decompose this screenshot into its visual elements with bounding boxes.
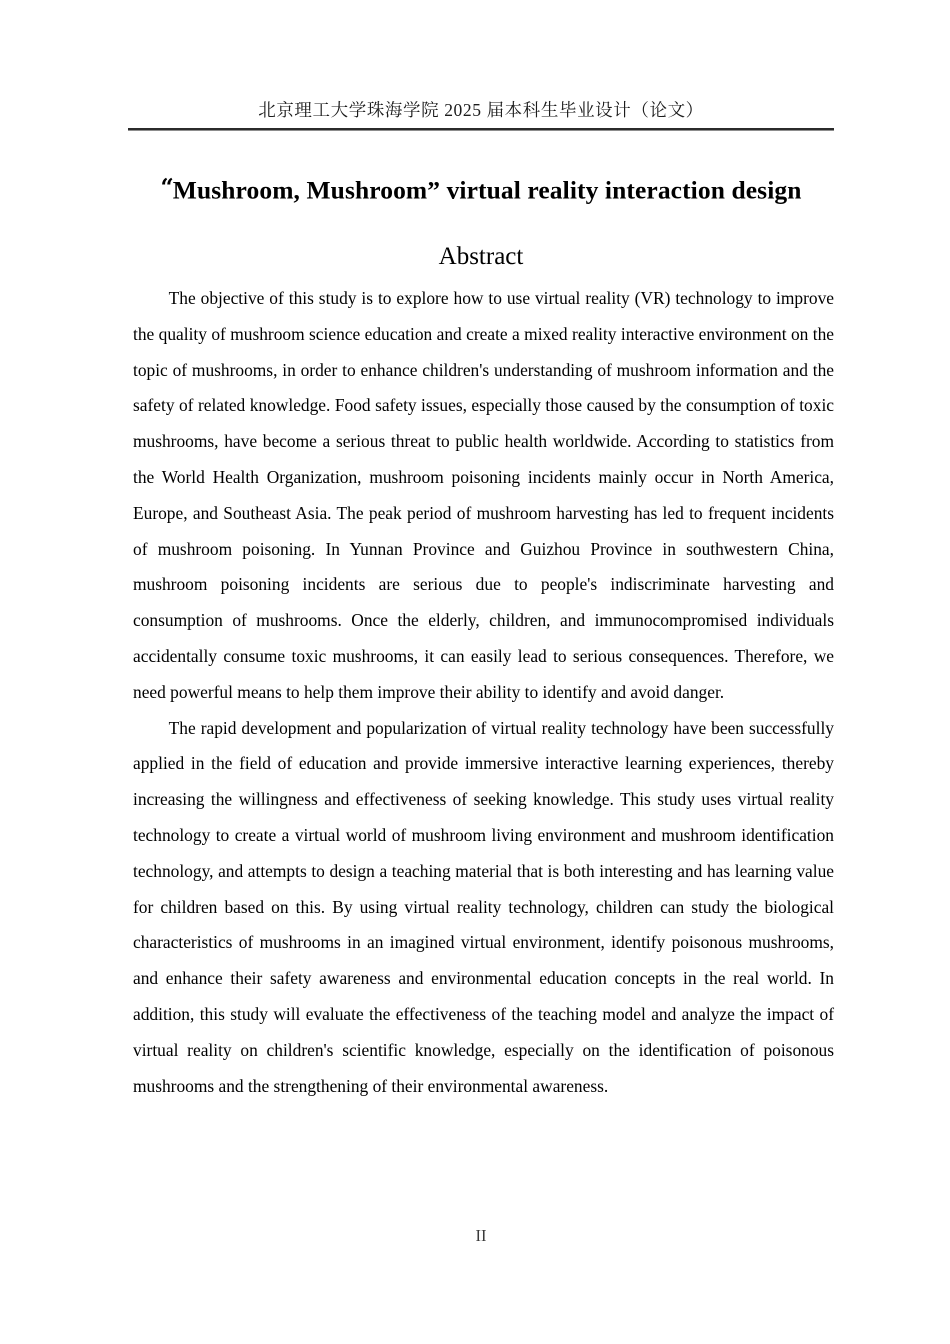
abstract-paragraph: The rapid development and popularization of virtual reality technology have been successfully applied in the field of education and provide immersive interactive learning experiences, thereby increasing the willingness and effectiveness of seeking knowledge. This study uses virtual reality technology to create a virtual world of mushroom living environment and mushroom identification technology, and attempts to design a teaching material that is both interesting and has learning value for children based on this. By using virtual reality technology, children can study the biological characteristics of mushrooms in an imagined virtual environment, identify poisonous mushrooms, and enhance their safety awareness and environmental education concepts in the real world. In addition, this study will evaluate the effectiveness of the teaching model and analyze the impact of virtual reality on children's scientific knowledge, especially on the identification of poisonous mushrooms and the strengthening of their environmental awareness. bbox=[133, 717, 834, 1096]
page-title bbox=[128, 173, 834, 207]
abstract-paragraph: The objective of this study is to explore how to use virtual reality (VR) technology to improve the quality of mushroom science education and create a mixed reality interactive environment on the topic of mushrooms, in order to enhance children's understanding of mushroom information and the safety of related knowledge. Food safety issues, especially those caused by the consumption of toxic mushrooms, have become a serious threat to public health worldwide. According to statistics from the World Health Organization, mushroom poisoning incidents mainly occur in North America, Europe, and Southeast Asia. The peak period of mushroom harvesting has led to frequent incidents of mushroom poisoning. In Yunnan Province and Guizhou Province in southwestern China, mushroom poisoning incidents are serious due to people's indiscriminate harvesting and consumption of mushrooms. Once the elderly, children, and immunocompromised individuals accidentally consume toxic mushrooms, it can easily lead to serious consequences. Therefore, we need powerful means to help them improve their ability to identify and avoid danger. bbox=[133, 288, 834, 702]
running-head-text: 北京理工大学珠海学院 2025 届本科生毕业设计（论文） bbox=[258, 100, 704, 120]
opening-quote-glyph: “ bbox=[160, 174, 173, 202]
abstract-body bbox=[133, 281, 834, 1104]
header-divider-rule bbox=[128, 128, 834, 131]
page-title-text: Mushroom, Mushroom” virtual reality interaction design bbox=[172, 175, 802, 205]
page-number: II bbox=[475, 1226, 487, 1245]
abstract-heading: Abstract bbox=[438, 242, 524, 270]
page-header bbox=[128, 100, 834, 131]
page-footer bbox=[128, 1228, 834, 1246]
